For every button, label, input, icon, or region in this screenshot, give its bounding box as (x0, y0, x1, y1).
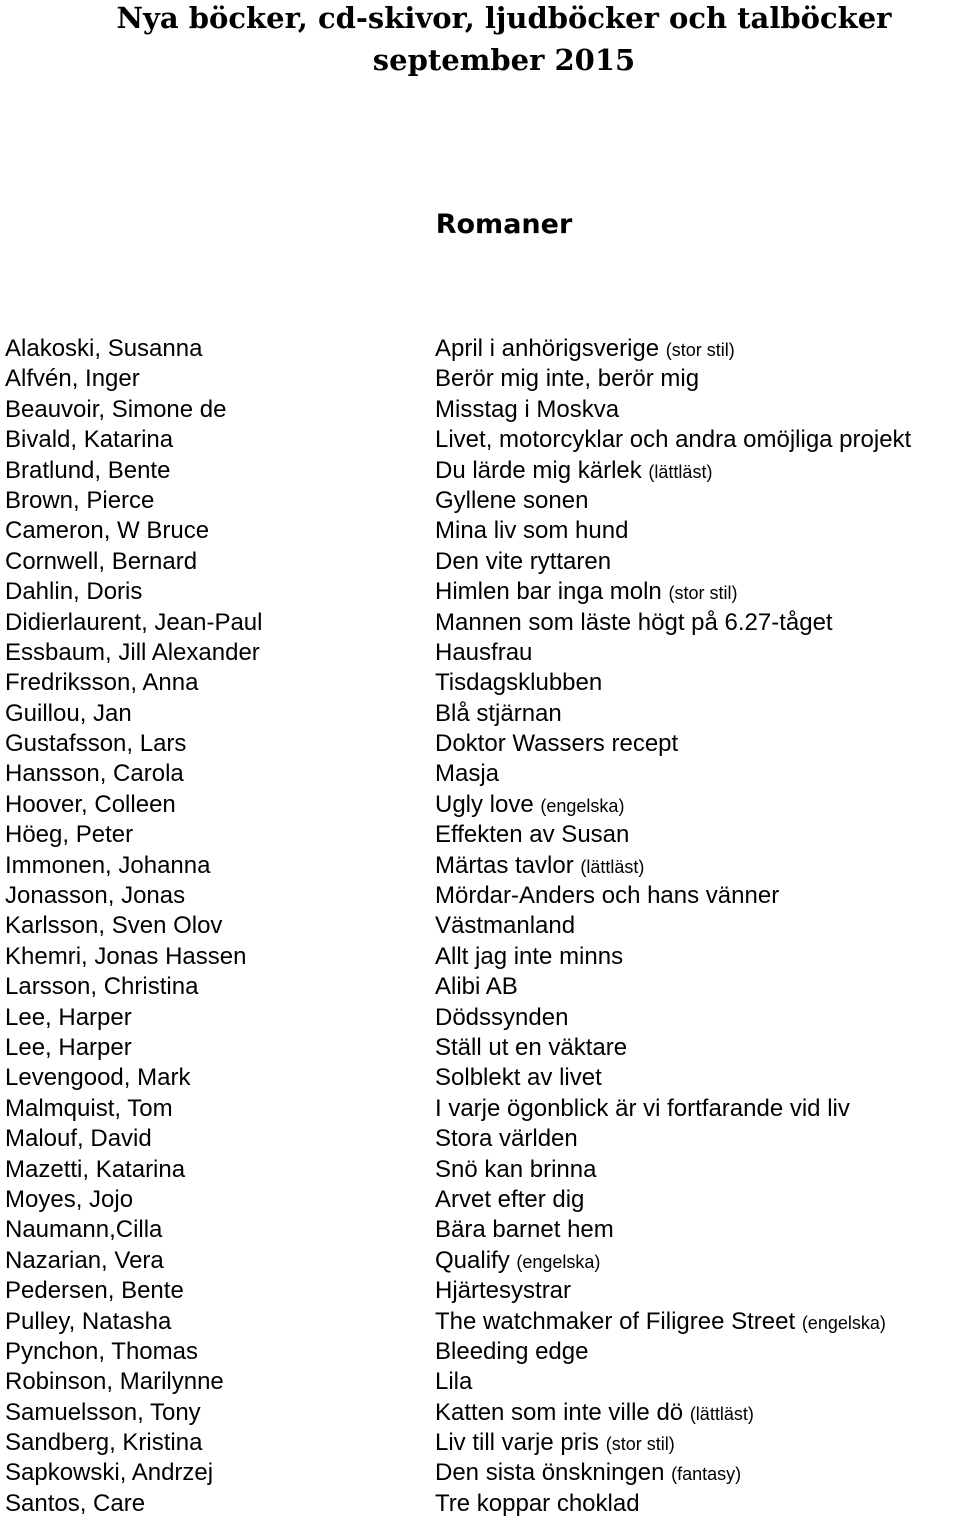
book-title: Arvet efter dig (435, 1185, 585, 1213)
list-item (0, 1307, 960, 1337)
book-entry (435, 1063, 602, 1093)
book-title: Västmanland (435, 912, 576, 940)
book-entry (435, 1337, 588, 1367)
author-name: Höeg, Peter (5, 821, 134, 849)
list-item (0, 1246, 960, 1276)
author-name: Sapkowski, Andrzej (5, 1459, 214, 1487)
list-item (0, 972, 960, 1002)
book-title: Himlen bar inga moln (435, 578, 662, 606)
author-name: Hansson, Carola (5, 760, 184, 788)
book-entry (435, 1489, 640, 1519)
book-title: Lila (435, 1368, 473, 1396)
book-entry (435, 395, 619, 425)
list-item (0, 881, 960, 911)
list-item (0, 395, 960, 425)
list-item (0, 1185, 960, 1215)
book-title: Blå stjärnan (435, 699, 562, 727)
book-title: Den sista önskningen (435, 1459, 665, 1487)
list-item (0, 699, 960, 729)
book-entry (435, 851, 644, 882)
list-item (0, 1458, 960, 1488)
author-name: Naumann,Cilla (5, 1216, 163, 1244)
book-entry (435, 1428, 675, 1459)
book-entry (435, 1398, 754, 1429)
book-note: (fantasy) (671, 1464, 742, 1485)
list-item (0, 516, 960, 546)
book-title: Bleeding edge (435, 1337, 589, 1365)
author-name: Malmquist, Tom (5, 1094, 173, 1122)
author-name: Cornwell, Bernard (5, 547, 198, 575)
list-item (0, 1094, 960, 1124)
list-item (0, 1276, 960, 1306)
book-entry (435, 608, 833, 638)
author-name: Hoover, Colleen (5, 790, 176, 818)
book-note: (stor stil) (605, 1434, 675, 1455)
list-item (0, 911, 960, 941)
list-item (0, 1337, 960, 1367)
book-entry (435, 881, 779, 911)
page-title: Nya böcker, cd-skivor, ljudböcker och talböcker (116, 1, 892, 35)
list-item (0, 638, 960, 668)
book-title: Effekten av Susan (435, 821, 630, 849)
author-name: Cameron, W Bruce (5, 517, 210, 545)
book-entry (435, 1003, 568, 1033)
book-entry (435, 790, 624, 821)
book-list (0, 334, 960, 1519)
author-name: Malouf, David (5, 1125, 152, 1153)
book-title: Livet, motorcyklar och andra omöjliga projekt (435, 426, 912, 454)
list-item (0, 820, 960, 850)
author-name: Lee, Harper (5, 1033, 132, 1061)
book-note: (stor stil) (668, 583, 738, 604)
book-entry (435, 1215, 614, 1245)
book-title: Katten som inte ville dö (435, 1398, 684, 1426)
list-item (0, 547, 960, 577)
author-name: Beauvoir, Simone de (5, 395, 227, 423)
book-title: Liv till varje pris (435, 1429, 600, 1457)
author-name: Lee, Harper (5, 1003, 132, 1031)
list-item (0, 851, 960, 881)
book-entry (435, 334, 735, 365)
book-entry (435, 1276, 571, 1306)
list-item (0, 1428, 960, 1458)
book-title: Ställ ut en väktare (435, 1033, 628, 1061)
list-item (0, 456, 960, 486)
book-entry (435, 1307, 886, 1338)
list-item (0, 364, 960, 394)
list-item (0, 1063, 960, 1093)
book-title: Mannen som läste högt på 6.27-tåget (435, 608, 833, 636)
book-entry (435, 820, 629, 850)
author-name: Samuelsson, Tony (5, 1398, 201, 1426)
author-name: Brown, Pierce (5, 486, 155, 514)
list-item (0, 608, 960, 638)
book-title: April i anhörigsverige (435, 335, 660, 362)
book-title: I varje ögonblick är vi fortfarande vid liv (435, 1094, 850, 1122)
book-entry (435, 1094, 850, 1124)
book-title: Tisdagsklubben (435, 669, 603, 697)
author-name: Robinson, Marilynne (5, 1368, 224, 1396)
book-title: Stora världen (435, 1125, 578, 1153)
book-title: Den vite ryttaren (435, 547, 612, 575)
list-item (0, 1033, 960, 1063)
book-title: Dödssynden (435, 1003, 569, 1031)
book-entry (435, 1458, 741, 1489)
book-title: The watchmaker of Filigree Street (435, 1307, 796, 1335)
author-name: Bivald, Katarina (5, 426, 174, 454)
book-title: Doktor Wassers recept (435, 730, 679, 758)
book-entry (435, 942, 623, 972)
section-heading: Romaner (435, 209, 573, 240)
book-title: Mördar-Anders och hans vänner (435, 882, 780, 910)
list-item (0, 1155, 960, 1185)
book-title: Masja (435, 760, 500, 788)
book-entry (435, 638, 532, 668)
book-title: Du lärde mig kärlek (435, 456, 642, 484)
book-title: Alibi AB (435, 973, 518, 1001)
author-name: Nazarian, Vera (5, 1246, 164, 1274)
list-item (0, 1367, 960, 1397)
author-name: Bratlund, Bente (5, 456, 171, 484)
list-item (0, 486, 960, 516)
author-name: Essbaum, Jill Alexander (5, 638, 260, 666)
book-entry (435, 1155, 596, 1185)
author-name: Levengood, Mark (5, 1064, 191, 1092)
book-entry (435, 547, 611, 577)
list-item (0, 1003, 960, 1033)
author-name: Mazetti, Katarina (5, 1155, 186, 1183)
book-entry (435, 729, 678, 759)
book-note: (lättläst) (580, 856, 645, 877)
book-entry (435, 425, 911, 455)
book-title: Gyllene sonen (435, 486, 589, 514)
book-entry (435, 577, 737, 608)
list-item (0, 425, 960, 455)
list-item (0, 1398, 960, 1428)
book-note: (engelska) (801, 1312, 886, 1333)
book-entry (435, 456, 712, 487)
book-entry (435, 1246, 600, 1277)
author-name: Gustafsson, Lars (5, 730, 187, 758)
author-name: Moyes, Jojo (5, 1185, 134, 1213)
author-name: Santos, Care (5, 1489, 146, 1517)
author-name: Larsson, Christina (5, 973, 199, 1001)
author-name: Dahlin, Doris (5, 578, 143, 606)
book-title: Tre koppar choklad (435, 1489, 640, 1517)
list-item (0, 334, 960, 364)
book-entry (435, 1185, 584, 1215)
book-title: Qualify (435, 1246, 510, 1274)
book-entry (435, 1033, 627, 1063)
book-title: Bära barnet hem (435, 1216, 614, 1244)
book-entry (435, 1124, 578, 1154)
book-note: (lättläst) (648, 461, 713, 482)
book-title: Ugly love (435, 790, 534, 818)
book-entry (435, 364, 699, 394)
book-entry (435, 699, 562, 729)
book-title: Märtas tavlor (435, 851, 574, 879)
book-entry (435, 911, 575, 941)
author-name: Didierlaurent, Jean-Paul (5, 608, 263, 636)
page-subtitle-date: september 2015 (372, 43, 636, 77)
author-name: Jonasson, Jonas (5, 882, 186, 910)
list-item (0, 790, 960, 820)
list-item (0, 1124, 960, 1154)
book-title: Solblekt av livet (435, 1064, 602, 1092)
book-title: Snö kan brinna (435, 1155, 597, 1183)
list-item (0, 1489, 960, 1519)
book-note: (engelska) (516, 1251, 601, 1272)
book-entry (435, 972, 518, 1002)
book-title: Misstag i Moskva (435, 395, 620, 423)
book-entry (435, 1367, 472, 1397)
author-name: Sandberg, Kristina (5, 1429, 203, 1457)
author-name: Fredriksson, Anna (5, 669, 199, 697)
book-title: Berör mig inte, berör mig (435, 365, 700, 393)
book-entry (435, 759, 499, 789)
book-title: Hjärtesystrar (435, 1277, 572, 1305)
author-name: Pulley, Natasha (5, 1307, 172, 1335)
author-name: Alfvén, Inger (5, 365, 140, 393)
book-title: Allt jag inte minns (435, 942, 624, 970)
author-name: Khemri, Jonas Hassen (5, 942, 247, 970)
book-title: Hausfrau (435, 638, 533, 666)
author-name: Pedersen, Bente (5, 1277, 184, 1305)
list-item (0, 729, 960, 759)
author-name: Guillou, Jan (5, 699, 132, 727)
book-note: (engelska) (540, 795, 625, 816)
book-note: (stor stil) (665, 340, 735, 360)
author-name: Karlsson, Sven Olov (5, 912, 223, 940)
list-item (0, 942, 960, 972)
author-name: Alakoski, Susanna (5, 335, 203, 362)
list-item (0, 577, 960, 607)
author-name: Pynchon, Thomas (5, 1337, 198, 1365)
list-item (0, 1215, 960, 1245)
book-note: (lättläst) (689, 1403, 754, 1424)
author-name: Immonen, Johanna (5, 851, 211, 879)
book-entry (435, 486, 588, 516)
book-title: Mina liv som hund (435, 517, 629, 545)
book-entry (435, 516, 628, 546)
book-entry (435, 668, 602, 698)
list-item (0, 668, 960, 698)
list-item (0, 759, 960, 789)
